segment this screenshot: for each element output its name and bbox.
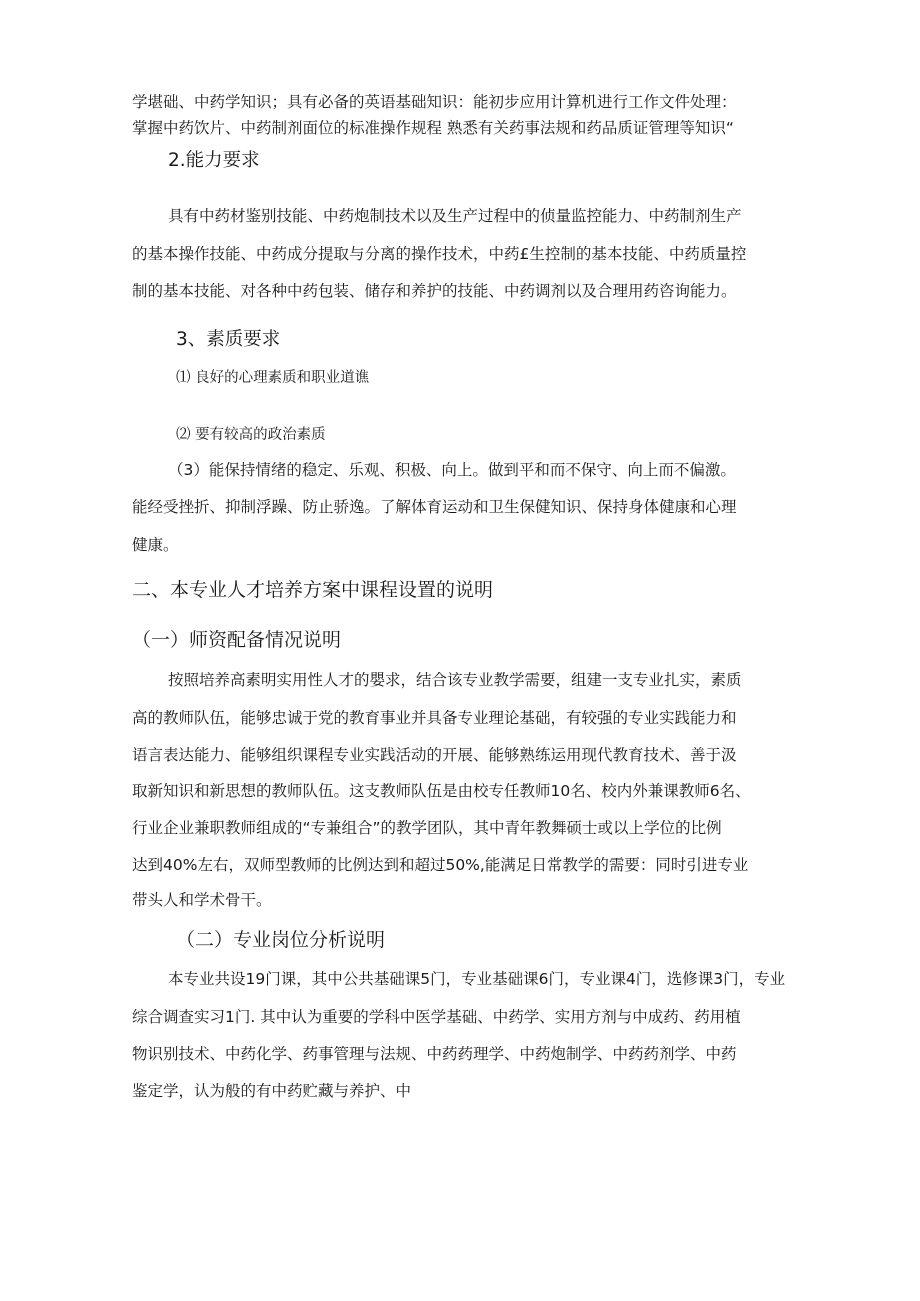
subsection-1-heading: （一）师资配备情况说明	[132, 629, 342, 651]
quality-item-3-line-1: （3）能保持情绪的稳定、乐观、积极、向上。做到平和而不保守、向上而不偏激。	[168, 461, 736, 479]
quality-item-1: ⑴ 良好的心理素质和职业道谯	[176, 370, 370, 386]
subsection-2-line-2: 综合调查实习1门. 其中认为重要的学科中医学基础、中药学、实用方剂与中成药、药用植	[132, 1008, 741, 1026]
subsection-1-line-3: 语言表达能力、能够组织课程专业实践活动的开展、能够熟练运用现代教育技术、善于汲	[132, 746, 737, 764]
ability-line-1: 具有中药材鉴别技能、中药炮制技术以及生产过程中的侦量监控能力、中药制剂生产	[168, 207, 742, 225]
intro-line-1: 学堪础、中药学知识；具有必备的英语基础知识：能初步应用计算机进行工作文件处理：	[132, 93, 737, 111]
ability-line-2: 的基本操作技能、中药成分提取与分离的操作技术，中药£生控制的基本技能、中药质量控	[132, 245, 747, 263]
subsection-2-line-3: 物识别技术、中药化学、药事管理与法规、中药药理学、中药炮制学、中药药剂学、中药	[132, 1045, 737, 1063]
ability-heading: 2.能力要求	[168, 150, 260, 171]
subsection-2-heading: （二）专业岗位分析说明	[176, 929, 386, 951]
quality-item-2: ⑵ 要有较高的政治素质	[176, 427, 326, 443]
subsection-1-line-1: 按照培养高素明实用性人才的嬰求，结合该专业教学需要，组建一支专业扎实，素质	[168, 671, 742, 689]
subsection-1-line-6: 达到40%左右，双师型教师的比例达到和超过50%,能满足日常教学的需要：同时引进专业	[132, 856, 749, 874]
subsection-1-line-4: 取新知识和新思想的教师队伍。这支教师队伍是由校专任教师10名、校内外兼课教师6名、	[132, 782, 751, 800]
subsection-2-line-1: 本专业共设19门课，其中公共基础课5门，专业基础课6门，专业课4门，选修课3门，专业	[168, 970, 786, 988]
subsection-2-line-4: 鉴定学，认为般的有中药贮藏与养护、中	[132, 1082, 412, 1100]
quality-item-3-line-2: 能经受挫折、抑制浮躁、防止骄逸。了解体育运动和卫生保健知识、保持身体健康和心理	[132, 498, 737, 516]
subsection-1-line-5: 行业企业兼职教师组成的“专兼组合”的教学团队，其中青年教舞硕士或以上学位的比例	[132, 819, 722, 837]
section-2-heading: 二、本专业人才培养方案中课程设置的说明	[132, 579, 494, 601]
quality-heading: 3、素质要求	[176, 329, 281, 350]
ability-line-3: 制的基本技能、对各种中药包装、储存和养护的技能、中药调剂以及合理用药咨询能力。	[132, 282, 737, 300]
intro-line-2: 掌握中药饮片、中药制剂面位的标准操作规程 熟悉有关药事法规和药品质证管理等知识“	[132, 119, 734, 137]
quality-item-3-line-3: 健康。	[132, 536, 179, 554]
subsection-1-line-2: 高的教师队伍，能够忠诚于党的教育事业并具备专业理论基础，有较强的专业实践能力和	[132, 709, 737, 727]
subsection-1-line-7: 带头人和学术骨干。	[132, 891, 272, 909]
